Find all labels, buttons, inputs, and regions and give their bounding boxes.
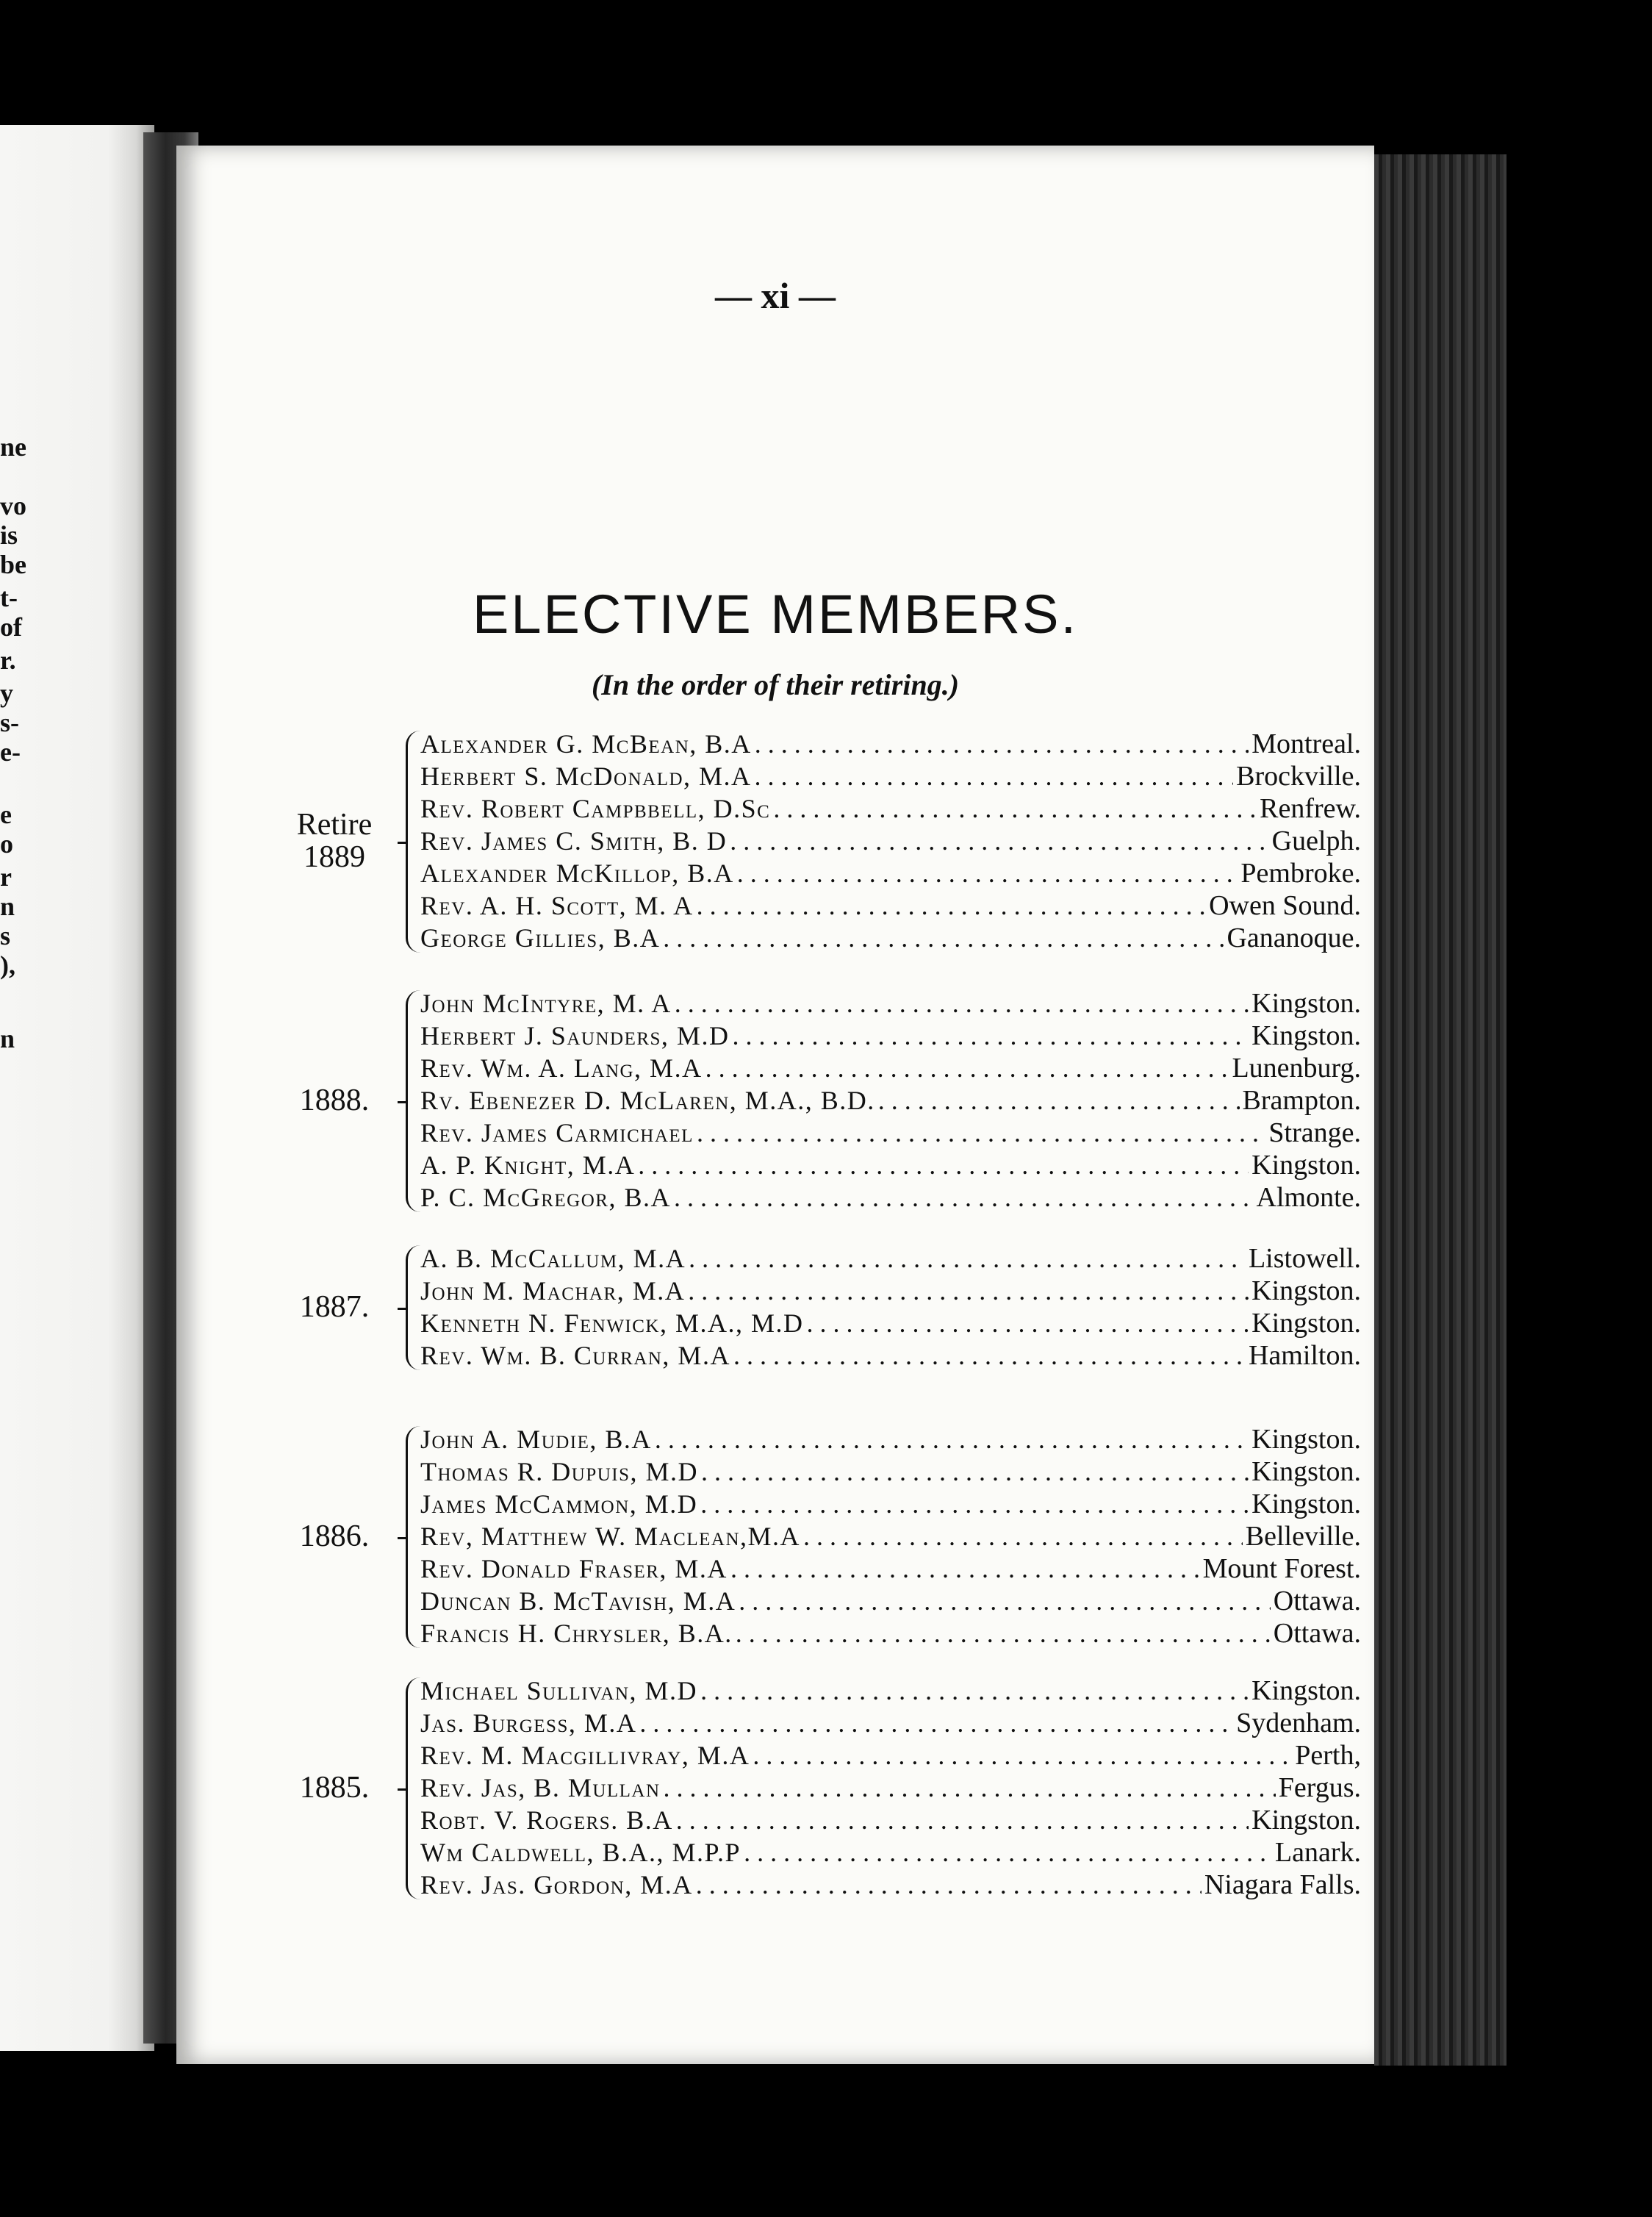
group-label-line: 1889 [304, 840, 365, 874]
member-place: Lunenburg. [1232, 1053, 1361, 1084]
left-page-fragment: t- [0, 583, 18, 612]
member-row [420, 1149, 1361, 1181]
group-label [272, 809, 397, 873]
dot-leader [806, 1307, 1249, 1339]
dot-leader [803, 1520, 1243, 1552]
member-row [420, 1552, 1361, 1585]
left-page-fragment: r [0, 862, 12, 892]
member-place: Ottawa. [1273, 1618, 1361, 1649]
member-row [420, 1052, 1361, 1084]
member-name: Rev. Jas, B. Mullan [420, 1773, 661, 1802]
left-page-fragment: vo [0, 491, 26, 520]
member-row [420, 1869, 1361, 1901]
dot-leader [663, 922, 1224, 954]
member-place: Kingston. [1251, 1805, 1361, 1835]
dot-leader [732, 1020, 1249, 1052]
member-name: Francis H. Chrysler, B.A. [420, 1619, 733, 1648]
member-name: Rev. Wm. B. Curran, M.A [420, 1341, 730, 1370]
dot-leader [689, 1242, 1246, 1275]
member-name: Herbert J. Saunders, M.D [420, 1021, 730, 1050]
member-row [420, 1339, 1361, 1372]
member-name: Rev. Wm. A. Lang, M.A [420, 1053, 703, 1083]
member-name: Thomas R. Dupuis, M.D [420, 1457, 699, 1486]
member-place: Perth, [1295, 1740, 1361, 1771]
member-place: Kingston. [1251, 1020, 1361, 1051]
member-name: Wm Caldwell, B.A., M.P.P [420, 1838, 741, 1867]
member-place: Owen Sound. [1209, 890, 1361, 921]
member-place: Strange. [1268, 1117, 1361, 1148]
dot-leader [639, 1707, 1233, 1739]
member-place: Pembroke. [1240, 858, 1361, 889]
member-name: Rev. Donald Fraser, M.A [420, 1554, 728, 1583]
dot-leader [730, 825, 1268, 857]
dot-leader [688, 1275, 1249, 1307]
left-page-fragment: s [0, 921, 11, 950]
member-place: Kingston. [1251, 1424, 1361, 1455]
left-page-fragment: r. [0, 645, 16, 675]
member-row [420, 1675, 1361, 1707]
member-row [420, 1707, 1361, 1739]
member-name: Rv. Ebenezer D. McLaren, M.A., B.D. [420, 1086, 875, 1115]
group-label-line: 1885. [299, 1771, 370, 1805]
member-row [420, 857, 1361, 889]
member-row [420, 825, 1361, 857]
left-page-fragment: n [0, 1024, 15, 1053]
member-row [420, 1423, 1361, 1455]
member-name: Herbert S. McDonald, M.A [420, 762, 752, 791]
dot-leader [638, 1149, 1249, 1181]
member-place: Kingston. [1251, 1675, 1361, 1706]
dot-leader [753, 1739, 1292, 1772]
left-facing-page [0, 125, 154, 2051]
member-name: James McCammon, M.D [420, 1489, 698, 1519]
dot-leader [737, 857, 1238, 889]
member-row [420, 922, 1361, 954]
dot-leader [676, 1804, 1249, 1836]
member-name: Rev. James Carmichael [420, 1118, 694, 1147]
page-edges [1374, 154, 1506, 2066]
member-name: P. C. McGregor, B.A [420, 1183, 671, 1212]
dot-leader [730, 1552, 1200, 1585]
member-place: Listowell. [1248, 1243, 1361, 1274]
member-row [420, 1804, 1361, 1836]
member-place: Kingston. [1251, 1456, 1361, 1487]
member-place: Ottawa. [1273, 1586, 1361, 1616]
member-row [420, 1520, 1361, 1552]
member-name: John McIntyre, M. A [420, 989, 672, 1018]
member-row [420, 1020, 1361, 1052]
member-place: Almonte. [1256, 1182, 1361, 1213]
member-row [420, 1117, 1361, 1149]
member-row [420, 1739, 1361, 1772]
dot-leader [755, 760, 1234, 792]
left-page-fragment: n [0, 892, 15, 921]
member-row [420, 1488, 1361, 1520]
group-label [272, 1772, 397, 1804]
dot-leader [701, 1455, 1249, 1488]
member-row [420, 1181, 1361, 1214]
left-page-fragment: y [0, 678, 13, 708]
member-name: Robt. V. Rogers. B.A [420, 1805, 673, 1835]
member-row [420, 1772, 1361, 1804]
dot-leader [655, 1423, 1249, 1455]
left-page-fragment: ne [0, 432, 26, 462]
member-row [420, 1455, 1361, 1488]
group-label-line: 1886. [299, 1519, 370, 1553]
dot-leader [773, 792, 1257, 825]
member-place: Brampton. [1242, 1085, 1361, 1116]
member-name: Rev. M. Macgillivray, M.A [420, 1741, 750, 1770]
member-name: John A. Mudie, B.A [420, 1425, 652, 1454]
member-place: Kingston. [1251, 1308, 1361, 1339]
group-label [272, 1520, 397, 1552]
dot-leader [674, 1181, 1254, 1214]
member-name: Rev. A. H. Scott, M. A [420, 891, 694, 920]
dot-leader [755, 728, 1249, 760]
member-name: Alexander McKillop, B.A [420, 859, 734, 888]
dot-leader [739, 1585, 1271, 1617]
group-label-line: 1887. [299, 1290, 370, 1324]
member-row [420, 1585, 1361, 1617]
member-place: Lanark. [1274, 1837, 1361, 1868]
dot-leader [705, 1052, 1229, 1084]
member-place: Niagara Falls. [1204, 1869, 1361, 1900]
dot-leader [697, 1117, 1265, 1149]
member-row [420, 1275, 1361, 1307]
group-label [272, 1291, 397, 1323]
member-place: Mount Forest. [1202, 1553, 1361, 1584]
member-place: Belleville. [1245, 1521, 1361, 1552]
member-place: Kingston. [1251, 1275, 1361, 1306]
member-name: Rev, Matthew W. Maclean,M.A [420, 1522, 801, 1551]
member-name: Alexander G. McBean, B.A [420, 729, 752, 759]
dot-leader [700, 1675, 1249, 1707]
member-row [420, 1242, 1361, 1275]
member-place: Gananoque. [1227, 923, 1361, 953]
member-place: Brockville. [1236, 761, 1361, 792]
member-name: Michael Sullivan, M.D [420, 1676, 698, 1705]
member-row [420, 987, 1361, 1020]
group-label-line: 1888. [299, 1084, 370, 1117]
member-place: Kingston. [1251, 1150, 1361, 1181]
member-row [420, 1836, 1361, 1869]
member-name: Rev. James C. Smith, B. D [420, 826, 728, 856]
member-name: Rev. Jas. Gordon, M.A [420, 1870, 693, 1899]
dot-leader [664, 1772, 1276, 1804]
member-place: Fergus. [1278, 1772, 1361, 1803]
member-name: A. P. Knight, M.A [420, 1150, 636, 1180]
dot-leader [736, 1617, 1271, 1650]
dot-leader [700, 1488, 1249, 1520]
page-title: ELECTIVE MEMBERS. [472, 584, 1079, 645]
group-label-line: Retire [296, 808, 373, 842]
member-row [420, 760, 1361, 792]
page-number: — xi — [715, 275, 836, 316]
page-subtitle: (In the order of their retiring.) [591, 668, 960, 701]
left-page-fragment: be [0, 550, 26, 579]
dot-leader [697, 889, 1206, 922]
member-name: George Gillies, B.A [420, 923, 661, 953]
member-row [420, 889, 1361, 922]
member-name: Duncan B. McTavish, M.A [420, 1586, 736, 1616]
dot-leader [733, 1339, 1246, 1372]
dot-leader [696, 1869, 1202, 1901]
member-row [420, 1617, 1361, 1650]
left-page-fragment: ), [0, 950, 15, 980]
book-page [176, 146, 1374, 2064]
left-page-fragment: s- [0, 708, 19, 737]
dot-leader [744, 1836, 1272, 1869]
dot-leader [878, 1084, 1240, 1117]
left-page-fragment: of [0, 612, 22, 642]
member-row [420, 792, 1361, 825]
member-place: Kingston. [1251, 988, 1361, 1019]
member-row [420, 728, 1361, 760]
member-place: Renfrew. [1260, 793, 1361, 824]
left-page-fragment: o [0, 829, 13, 859]
left-page-fragment: e [0, 800, 12, 829]
member-name: Jas. Burgess, M.A [420, 1708, 637, 1738]
member-row [420, 1084, 1361, 1117]
member-place: Kingston. [1251, 1489, 1361, 1519]
member-name: John M. Machar, M.A [420, 1276, 686, 1306]
member-name: A. B. McCallum, M.A [420, 1244, 686, 1273]
member-place: Hamilton. [1248, 1340, 1361, 1371]
member-place: Sydenham. [1236, 1708, 1361, 1738]
member-row [420, 1307, 1361, 1339]
member-name: Kenneth N. Fenwick, M.A., M.D [420, 1308, 804, 1338]
member-name: Rev. Robert Campbbell, D.Sc [420, 794, 771, 823]
dot-leader [675, 987, 1249, 1020]
member-place: Montreal. [1251, 728, 1361, 759]
group-label [272, 1084, 397, 1117]
left-page-fragment: e- [0, 737, 21, 767]
left-page-fragment: is [0, 520, 18, 550]
member-place: Guelph. [1271, 825, 1361, 856]
